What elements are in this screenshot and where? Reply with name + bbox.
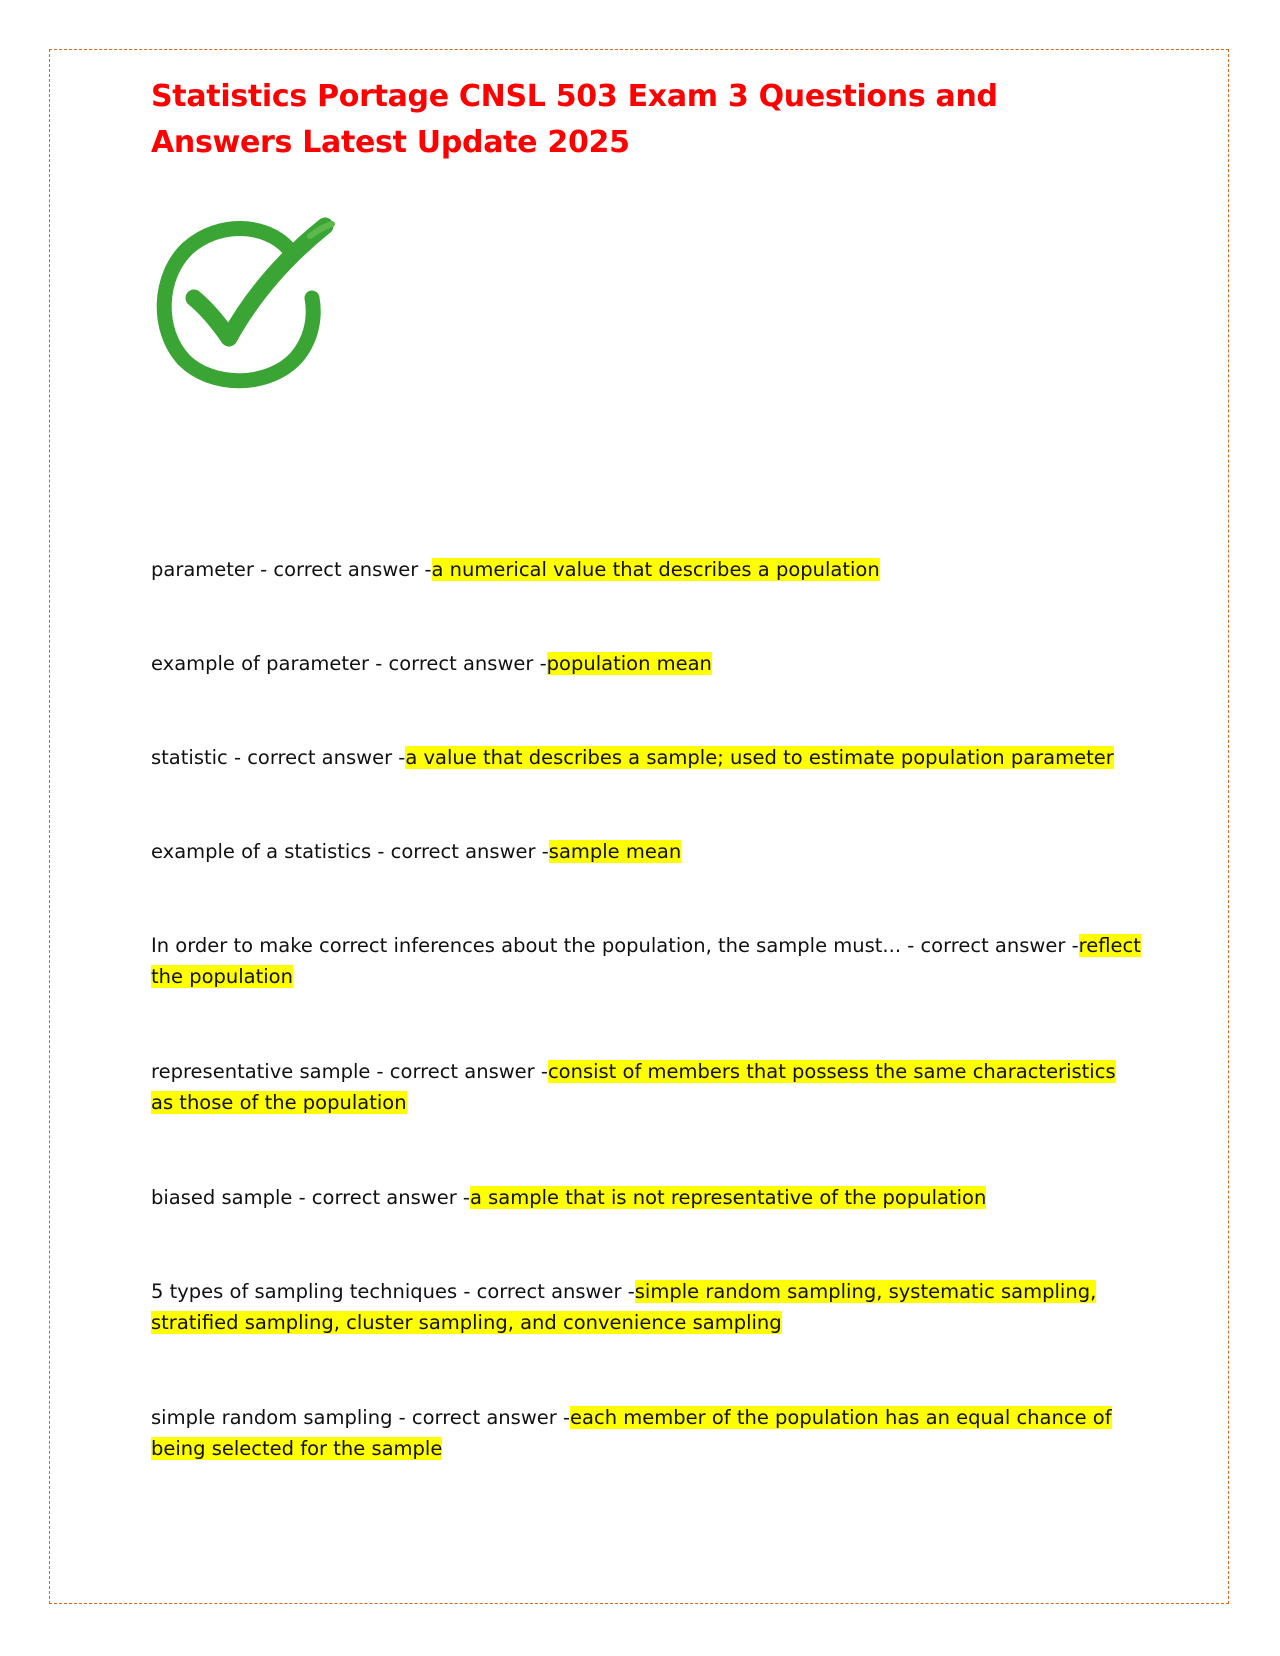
check-circle-icon	[150, 214, 335, 389]
qa-term: In order to make correct inferences about the population, the sample must... - correct answer -	[151, 934, 1079, 957]
qa-item-statistic	[151, 742, 1141, 773]
qa-item-simple-random-sampling	[151, 1402, 1141, 1464]
qa-term: biased sample - correct answer -	[151, 1186, 470, 1209]
qa-answer: sample mean	[548, 840, 682, 863]
qa-item-sampling-techniques	[151, 1276, 1141, 1338]
qa-term: example of a statistics - correct answer -	[151, 840, 549, 863]
qa-term: parameter - correct answer -	[151, 558, 432, 581]
qa-item-biased-sample	[151, 1182, 1141, 1213]
qa-answer: a value that describes a sample; used to estimate population parameter	[405, 746, 1114, 769]
qa-term: statistic - correct answer -	[151, 746, 406, 769]
qa-answer: a numerical value that describes a population	[431, 558, 880, 581]
qa-term: example of parameter - correct answer -	[151, 652, 547, 675]
page-title: Statistics Portage CNSL 503 Exam 3 Questions and Answers Latest Update 2025	[151, 79, 998, 160]
qa-term: representative sample - correct answer -	[151, 1060, 548, 1083]
qa-answer: population mean	[546, 652, 712, 675]
qa-item-parameter	[151, 554, 1141, 585]
qa-item-example-of-statistics	[151, 836, 1141, 867]
qa-item-representative-sample	[151, 1056, 1141, 1118]
qa-answer: consist of members that possess the same characteristics as those of the population	[151, 1060, 1116, 1114]
qa-term: 5 types of sampling techniques - correct answer -	[151, 1280, 635, 1303]
qa-item-correct-inferences	[151, 930, 1141, 992]
qa-term: simple random sampling - correct answer -	[151, 1406, 571, 1429]
qa-answer: simple random sampling, systematic sampling, stratified sampling, cluster sampling, and convenience sampling	[151, 1280, 1097, 1334]
qa-answer: a sample that is not representative of the population	[469, 1186, 987, 1209]
qa-list	[151, 554, 1141, 1464]
qa-answer: reflect the population	[151, 934, 1141, 988]
qa-answer: each member of the population has an equal chance of being selected for the sample	[151, 1406, 1112, 1460]
qa-item-example-of-parameter	[151, 648, 1141, 679]
